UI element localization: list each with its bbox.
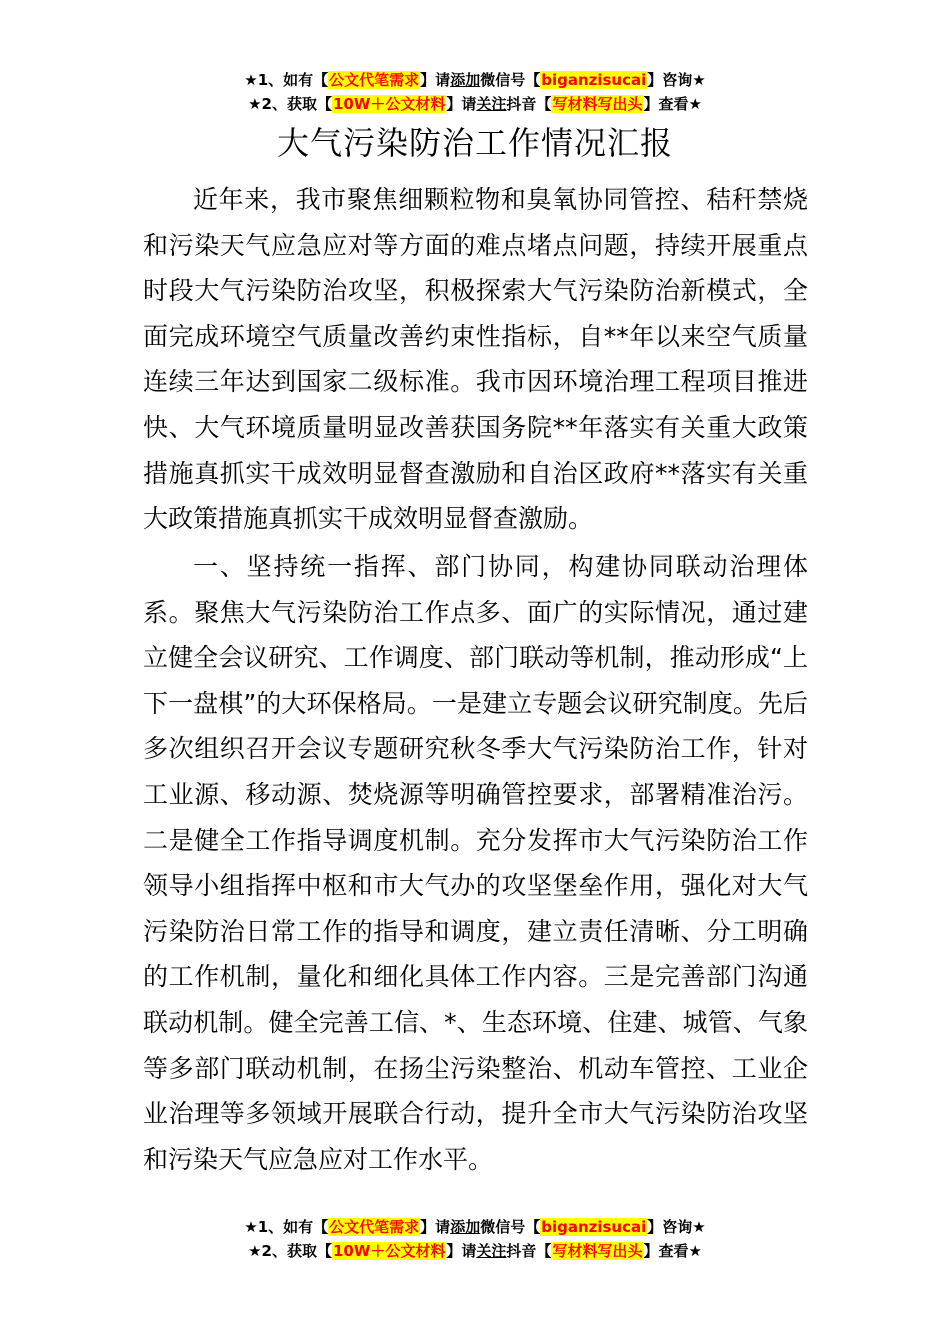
promo-line-2-prefix: ★2、获取【 <box>248 95 332 113</box>
promo-line-1 <box>0 68 950 92</box>
promo-line-2-mid2: 抖音【 <box>506 95 552 113</box>
promo-underlined-add: 添加 <box>450 71 481 89</box>
promo-line-1-mid1: 】请 <box>420 71 451 89</box>
promo-highlight-douyin-id: 写材料写出头 <box>552 1242 643 1260</box>
top-promo-banner <box>0 68 950 116</box>
promo-line-2 <box>0 1239 950 1263</box>
bottom-promo-banner <box>0 1215 950 1263</box>
document-title: 大气污染防治工作情况汇报 <box>276 124 673 162</box>
promo-line-2 <box>0 92 950 116</box>
promo-line-2-mid1: 】请 <box>446 1242 477 1260</box>
promo-underlined-add: 添加 <box>450 1218 481 1236</box>
promo-highlight-wechat-id: biganzisucai <box>541 71 647 89</box>
promo-highlight-materials: 10W＋公文材料 <box>332 95 446 113</box>
promo-highlight-service: 公文代笔需求 <box>329 71 420 89</box>
promo-line-1-suffix: 】咨询★ <box>647 1218 706 1236</box>
promo-line-1-prefix: ★1、如有【 <box>244 1218 329 1236</box>
promo-underlined-follow: 关注 <box>476 95 507 113</box>
promo-highlight-materials: 10W＋公文材料 <box>332 1242 446 1260</box>
promo-line-2-suffix: 】查看★ <box>643 95 702 113</box>
promo-line-2-suffix: 】查看★ <box>643 1242 702 1260</box>
promo-highlight-douyin-id: 写材料写出头 <box>552 95 643 113</box>
promo-line-2-mid2: 抖音【 <box>506 1242 552 1260</box>
promo-line-1-prefix: ★1、如有【 <box>244 71 329 89</box>
promo-highlight-wechat-id: biganzisucai <box>541 1218 647 1236</box>
body-paragraph-section-1: 一、坚持统一指挥、部门协同，构建协同联动治理体系。聚焦大气污染防治工作点多、面广的实际情况，通过建立健全会议研究、工作调度、部门联动等机制，推动形成“上下一盘棋”的大环保格局。一是建立专题会议研究制度。先后多次组织召开会议专题研究秋冬季大气污染防治工作，针对工业源、移动源、焚烧源等明确管控要求，部署精准治污。二是健全工作指导调度机制。充分发挥市大气污染防治工作领导小组指挥中枢和市大气办的攻坚堡垒作用，强化对大气污染防治日常工作的指导和调度，建立责任清晰、分工明确的工作机制，量化和细化具体工作内容。三是完善部门沟通联动机制。健全完善工信、*、生态环境、住建、城管、气象等多部门联动机制，在扬尘污染整治、机动车管控、工业企业治理等多领域开展联合行动，提升全市大气污染防治攻坚和污染天气应急应对工作水平。 <box>143 552 808 1174</box>
promo-underlined-follow: 关注 <box>476 1242 507 1260</box>
promo-line-1 <box>0 1215 950 1239</box>
promo-line-1-suffix: 】咨询★ <box>647 71 706 89</box>
promo-line-1-mid2: 微信号【 <box>480 71 541 89</box>
promo-highlight-service: 公文代笔需求 <box>329 1218 420 1236</box>
promo-line-1-mid2: 微信号【 <box>480 1218 541 1236</box>
promo-line-2-prefix: ★2、获取【 <box>248 1242 332 1260</box>
promo-line-2-mid1: 】请 <box>446 95 477 113</box>
promo-line-1-mid1: 】请 <box>420 1218 451 1236</box>
body-paragraph-intro: 近年来，我市聚焦细颗粒物和臭氧协同管控、秸秆禁烧和污染天气应急应对等方面的难点堵点问题，持续开展重点时段大气污染防治攻坚，积极探索大气污染防治新模式，全面完成环境空气质量改善约束性指标，自**年以来空气质量连续三年达到国家二级标准。我市因环境治理工程项目推进快、大气环境质量明显改善获国务院**年落实有关重大政策措施真抓实干成效明显督查激励和自治区政府**落实有关重大政策措施真抓实干成效明显督查激励。 <box>143 185 808 534</box>
